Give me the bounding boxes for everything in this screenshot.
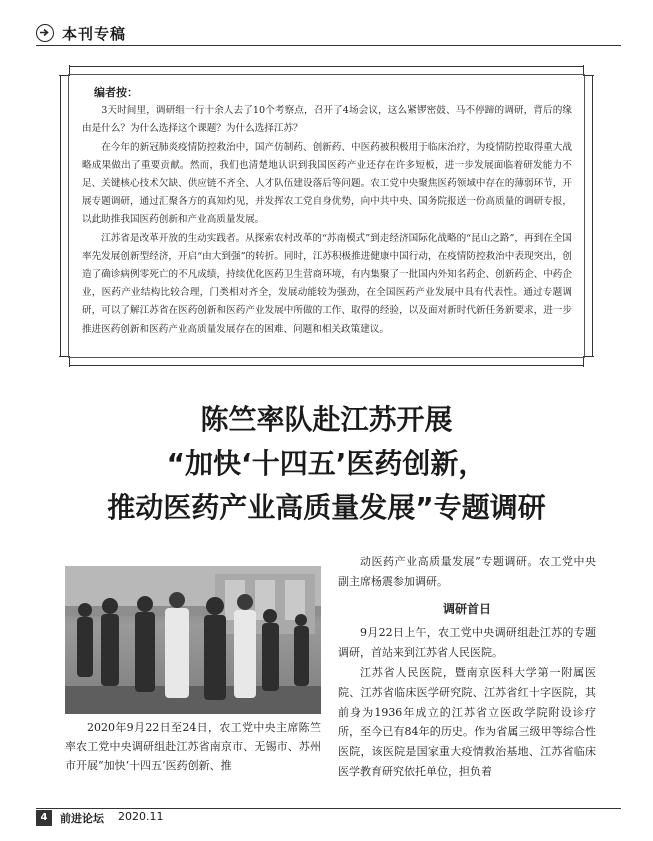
editor-note-paragraph: 3天时间里，调研组一行十余人去了10个考察点，召开了4场会议，这么紧锣密鼓、马不停蹄的调研，背后的缘由是什么？为什么选择这个课题？为什么选择江苏？ <box>82 105 572 135</box>
editor-note-paragraph: 在今年的新冠肺炎疫情防控救治中，国产仿制药、创新药、中医药被积极用于临床治疗，为疫情防控取得重大战略成果做出了重要贡献。然而，我们也清楚地认识到我国医药产业还存在许多短板，进一步发展面临着研发能力不足、关键核心技术欠缺、供应链不齐全、人才队伍建设落后等问题。农工党中央聚焦医药领域中存在的薄弱环节，开展专题调研，通过汇聚各方的真知灼见，并发挥农工党自身优势，向中共中央、国务院报送一份高质量的调研专报，以此助推我国医药创新和产业高质量发展。 <box>82 141 572 226</box>
headline-line-1: 陈竺率队赴江苏开展 <box>200 403 453 436</box>
article-paragraph: 9月22日上午，农工党中央调研组赴江苏的专题调研，首站来到江苏省人民医院。 <box>338 626 596 660</box>
issue-date: 2020.11 <box>118 810 164 823</box>
headline-line-3: 推动医药产业高质量发展”专题调研 <box>107 491 546 524</box>
article-column-right <box>338 552 596 782</box>
page-number: 4 <box>36 810 52 826</box>
headline-line-2: “加快‘十四五’医药创新， <box>166 447 487 480</box>
header-rule <box>36 45 621 46</box>
delegation-photo <box>65 566 321 714</box>
editor-note-label: 编者按： <box>94 86 138 99</box>
footer-rule <box>36 808 621 809</box>
section-header <box>36 22 621 46</box>
article-paragraph: 江苏省人民医院，暨南京医科大学第一附属医院、江苏省临床医学研究院、江苏省红十字医院，其前身为1936年成立的江苏省立医政学院附设诊疗所，至今已有84年的历史。作为省属三级甲等综合性医院，该医院是国家重大疫情救治基地、江苏省临床医学教育研究依托单位，担负着 <box>338 665 596 778</box>
editor-note <box>82 84 572 339</box>
page-footer <box>36 808 621 828</box>
arrow-circle-icon <box>36 24 54 42</box>
subheading: 调研首日 <box>442 601 491 616</box>
article-paragraph: 动医药产业高质量发展”专题调研。农工党中央副主席杨震参加调研。 <box>338 555 596 588</box>
photo-caption: 2020年9月22日至24日，农工党中央主席陈竺率农工党中央调研组赴江苏省南京市、无锡市、苏州市开展“加快‘十四五’医药创新、推 <box>65 721 321 772</box>
section-title: 本刊专稿 <box>62 25 127 43</box>
magazine-name: 前进论坛 <box>60 812 104 825</box>
editor-note-paragraph: 江苏省是改革开放的生动实践者。从探索农村改革的“苏南模式”到走经济国际化战略的“昆山之路”，再到在全国率先发展创新型经济，开启“由大到强”的转折。同时，江苏积极推进健康中国行动，在疫情防控救治中表现突出，创造了确诊病例零死亡的不凡成绩，持续优化医药卫生营商环境，有内集聚了一批国内外知名药企、创新药企、中药企业，医药产业结构比较合理，门类相对齐全，发展动能较为强劲，在全国医药产业发展中具有代表性。通过专题调研，可以了解江苏省在医药创新和医药产业发展中所做的工作、取得的经验，以及面对新时代新任务新要求，进一步推进医药创新和医药产业高质量发展存在的困难、问题和相关政策建议。 <box>82 232 572 335</box>
